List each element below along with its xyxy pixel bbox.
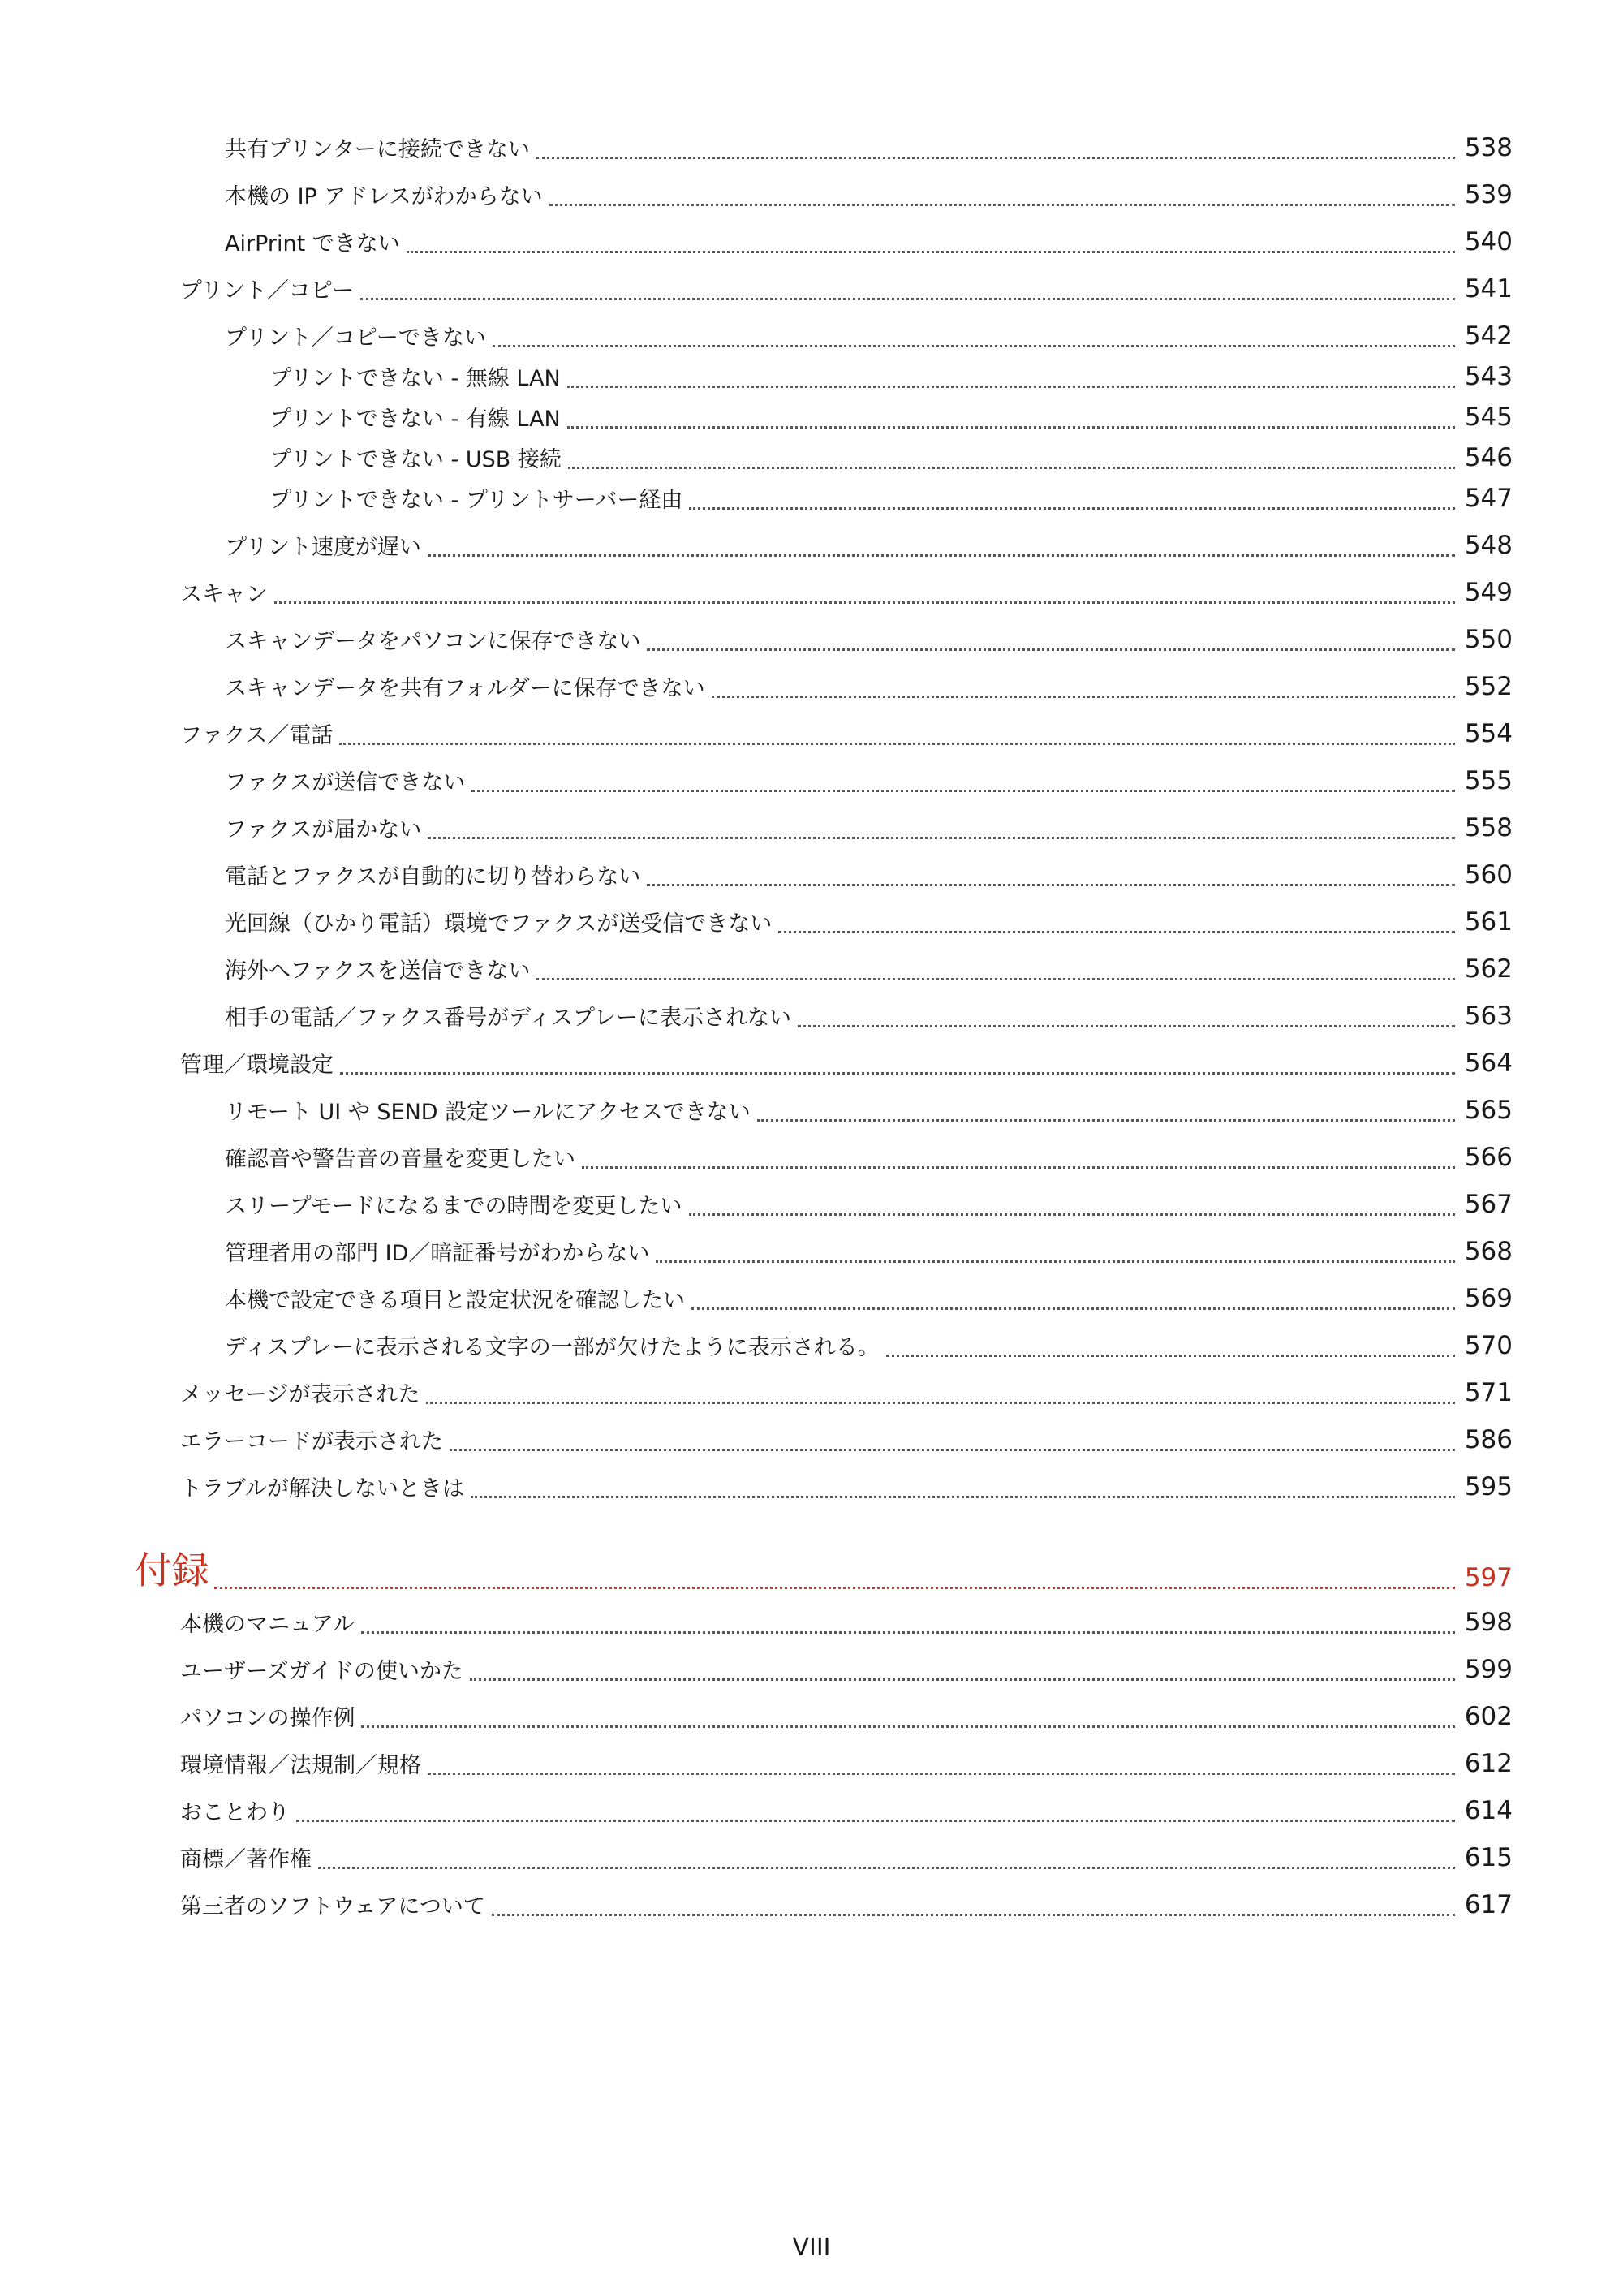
toc-entry-page: 540 xyxy=(1464,227,1513,257)
toc-entry-page: 561 xyxy=(1464,907,1513,937)
toc-entry[interactable] xyxy=(0,1279,1623,1315)
toc-entry[interactable] xyxy=(0,1885,1623,1921)
toc-entry-page: 562 xyxy=(1464,954,1513,984)
toc-entry-title: 本機の IP アドレスがわからない xyxy=(225,184,543,210)
toc-entry[interactable] xyxy=(0,438,1623,474)
dot-leader xyxy=(318,1867,1455,1869)
page-number: VIII xyxy=(792,2234,831,2262)
toc-entry[interactable] xyxy=(0,1185,1623,1221)
toc-entry-page: 541 xyxy=(1464,274,1513,304)
toc-entry[interactable] xyxy=(0,1326,1623,1362)
dot-leader xyxy=(536,157,1455,159)
toc-entry[interactable] xyxy=(0,1791,1623,1827)
toc-entry-page: 569 xyxy=(1464,1284,1513,1314)
toc-entry-title: ファクスが届かない xyxy=(225,817,422,843)
dot-leader xyxy=(493,345,1455,347)
dot-leader xyxy=(214,1587,1455,1589)
toc-entry[interactable] xyxy=(0,1467,1623,1503)
dot-leader xyxy=(567,426,1455,429)
toc-entry[interactable] xyxy=(0,1744,1623,1780)
toc-entry-title: 付録 xyxy=(135,1548,209,1592)
toc-entry-page: 570 xyxy=(1464,1331,1513,1361)
toc-entry-title: メッセージが表示された xyxy=(180,1382,420,1408)
toc-entry-title: AirPrint できない xyxy=(225,231,400,257)
toc-entry-title: トラブルが解決しないときは xyxy=(180,1476,464,1502)
toc-entry-title: 相手の電話／ファクス番号がディスプレーに表示されない xyxy=(225,1006,791,1032)
dot-leader xyxy=(428,1773,1455,1775)
dot-leader xyxy=(712,696,1455,698)
toc-entry-title: 管理者用の部門 ID／暗証番号がわからない xyxy=(225,1241,650,1267)
dot-leader xyxy=(886,1355,1455,1357)
toc-entry-page: 543 xyxy=(1464,362,1513,392)
toc-entry-title: 本機で設定できる項目と設定状況を確認したい xyxy=(225,1288,685,1314)
toc-entry[interactable] xyxy=(0,855,1623,891)
toc-entry-title: 環境情報／法規制／規格 xyxy=(180,1753,421,1779)
toc-entry[interactable] xyxy=(0,317,1623,352)
toc-entry[interactable] xyxy=(0,1373,1623,1409)
dot-leader xyxy=(647,884,1455,886)
dot-leader xyxy=(798,1025,1455,1027)
dot-leader xyxy=(471,790,1455,792)
toc-entry-title: 管理／環境設定 xyxy=(180,1053,334,1079)
dot-leader xyxy=(407,251,1455,253)
toc-entry-title: エラーコードが表示された xyxy=(180,1429,443,1455)
toc-entry-page: 560 xyxy=(1464,860,1513,890)
toc-entry[interactable] xyxy=(0,1603,1623,1639)
dot-leader xyxy=(339,743,1455,745)
toc-entry[interactable] xyxy=(0,620,1623,656)
toc-entry[interactable] xyxy=(0,808,1623,844)
dot-leader xyxy=(568,467,1455,469)
toc-entry[interactable] xyxy=(0,714,1623,750)
toc-entry-title: プリントできない - 無線 LAN xyxy=(269,366,561,392)
toc-entry-page: 597 xyxy=(1464,1563,1513,1593)
toc-chapter-entry[interactable] xyxy=(0,1542,1623,1594)
dot-leader xyxy=(691,1307,1455,1310)
toc-entry-page: 571 xyxy=(1464,1378,1513,1408)
toc-entry-page: 614 xyxy=(1464,1796,1513,1826)
toc-entry-title: リモート UI や SEND 設定ツールにアクセスできない xyxy=(225,1100,751,1126)
toc-entry[interactable] xyxy=(0,761,1623,797)
toc-entry[interactable] xyxy=(0,1044,1623,1079)
toc-entry-title: パソコンの操作例 xyxy=(180,1706,355,1732)
toc-entry-title: 確認音や警告音の音量を変更したい xyxy=(225,1147,575,1173)
toc-entry-title: おことわり xyxy=(180,1800,290,1826)
dot-leader xyxy=(340,1072,1455,1075)
dot-leader xyxy=(450,1449,1455,1451)
toc-entry-title: ファクス／電話 xyxy=(180,723,334,749)
toc-entry[interactable] xyxy=(0,175,1623,211)
toc-entry-page: 546 xyxy=(1464,443,1513,473)
toc-entry-title: ファクスが送信できない xyxy=(225,770,466,796)
dot-leader xyxy=(778,931,1455,933)
toc-entry[interactable] xyxy=(0,667,1623,703)
toc-entry-title: 本機のマニュアル xyxy=(180,1612,355,1638)
toc-entry-title: スキャンデータを共有フォルダーに保存できない xyxy=(225,676,705,702)
dot-leader xyxy=(549,204,1455,206)
toc-entry-page: 566 xyxy=(1464,1143,1513,1173)
dot-leader xyxy=(296,1820,1455,1822)
toc-entry[interactable] xyxy=(0,573,1623,609)
toc-entry-title: スキャンデータをパソコンに保存できない xyxy=(225,629,641,655)
dot-leader xyxy=(536,978,1454,980)
toc-entry-page: 542 xyxy=(1464,321,1513,351)
toc-entry-page: 617 xyxy=(1464,1890,1513,1920)
toc-entry-page: 568 xyxy=(1464,1237,1513,1267)
toc-entry-page: 555 xyxy=(1464,766,1513,796)
toc-entry[interactable] xyxy=(0,1091,1623,1126)
dot-leader xyxy=(361,1631,1455,1634)
dot-leader xyxy=(656,1260,1454,1263)
toc-entry-page: 599 xyxy=(1464,1655,1513,1685)
toc-entry[interactable] xyxy=(0,1232,1623,1268)
toc-entry-page: 586 xyxy=(1464,1425,1513,1455)
toc-entry-page: 567 xyxy=(1464,1190,1513,1220)
toc-entry[interactable] xyxy=(0,950,1623,985)
toc-entry-page: 548 xyxy=(1464,531,1513,561)
toc-entry-title: 海外へファクスを送信できない xyxy=(225,958,531,984)
toc-entry-page: 615 xyxy=(1464,1843,1513,1873)
toc-entry-page: 549 xyxy=(1464,578,1513,608)
toc-entry-title: 第三者のソフトウェアについて xyxy=(180,1894,485,1920)
toc-entry-title: プリント／コピー xyxy=(180,278,354,304)
dot-leader xyxy=(492,1914,1455,1916)
toc-entry-title: プリント速度が遅い xyxy=(225,535,421,561)
toc-entry-page: 563 xyxy=(1464,1002,1513,1032)
toc-entry[interactable] xyxy=(0,128,1623,164)
toc-entry-page: 547 xyxy=(1464,484,1513,514)
toc-entry[interactable] xyxy=(0,526,1623,562)
toc-entry-title: 電話とファクスが自動的に切り替わらない xyxy=(225,864,641,890)
toc-entry-title: スリープモードになるまでの時間を変更したい xyxy=(225,1194,682,1220)
toc-entry-title: プリントできない - プリントサーバー経由 xyxy=(269,488,683,514)
toc-entry-page: 595 xyxy=(1464,1472,1513,1502)
toc-entry-title: ディスプレーに表示される文字の一部が欠けたように表示される。 xyxy=(225,1335,880,1361)
toc-entry[interactable] xyxy=(0,1420,1623,1456)
dot-leader xyxy=(757,1119,1455,1122)
toc-entry[interactable] xyxy=(0,357,1623,393)
dot-leader xyxy=(428,837,1455,839)
dot-leader xyxy=(426,1402,1454,1404)
dot-leader xyxy=(360,298,1455,300)
dot-leader xyxy=(689,1213,1455,1216)
toc-entry-page: 552 xyxy=(1464,672,1513,702)
toc-entry-page: 554 xyxy=(1464,719,1513,749)
toc-entry[interactable] xyxy=(0,1697,1623,1733)
dot-leader xyxy=(428,554,1455,557)
toc-entry-title: ユーザーズガイドの使いかた xyxy=(180,1659,463,1685)
toc-entry-title: 光回線（ひかり電話）環境でファクスが送受信できない xyxy=(225,911,773,937)
toc-entry-page: 539 xyxy=(1464,180,1513,210)
dot-leader xyxy=(689,507,1454,510)
toc-entry-page: 550 xyxy=(1464,625,1513,655)
dot-leader xyxy=(361,1725,1454,1728)
toc-entry-title: プリントできない - 有線 LAN xyxy=(269,407,561,433)
toc-entry-title: 商標／著作権 xyxy=(180,1847,312,1873)
dot-leader xyxy=(582,1166,1455,1169)
dot-leader xyxy=(647,648,1454,651)
dot-leader xyxy=(471,1496,1455,1498)
toc-entry[interactable] xyxy=(0,1838,1623,1874)
toc-entry-title: スキャン xyxy=(180,582,268,608)
toc-entry[interactable] xyxy=(0,1650,1623,1686)
toc-entry[interactable] xyxy=(0,997,1623,1032)
toc-entry[interactable] xyxy=(0,479,1623,515)
toc-entry-page: 565 xyxy=(1464,1096,1513,1126)
dot-leader xyxy=(274,601,1455,604)
toc-entry[interactable] xyxy=(0,222,1623,258)
toc-entry-page: 538 xyxy=(1464,133,1513,163)
toc-entry-page: 545 xyxy=(1464,403,1513,433)
toc-entry-page: 602 xyxy=(1464,1702,1513,1732)
toc-entry[interactable] xyxy=(0,1138,1623,1174)
toc-entry[interactable] xyxy=(0,902,1623,938)
dot-leader xyxy=(567,386,1455,388)
dot-leader xyxy=(470,1678,1455,1681)
toc-entry-title: 共有プリンターに接続できない xyxy=(225,137,530,163)
toc-entry[interactable] xyxy=(0,269,1623,305)
toc-entry-title: プリント／コピーできない xyxy=(225,325,486,351)
toc-entry-page: 558 xyxy=(1464,813,1513,843)
toc-entry-page: 564 xyxy=(1464,1049,1513,1079)
toc-entry-title: プリントできない - USB 接続 xyxy=(269,447,562,473)
toc-entry[interactable] xyxy=(0,398,1623,433)
toc-entry-page: 612 xyxy=(1464,1749,1513,1779)
toc-entry-page: 598 xyxy=(1464,1608,1513,1638)
